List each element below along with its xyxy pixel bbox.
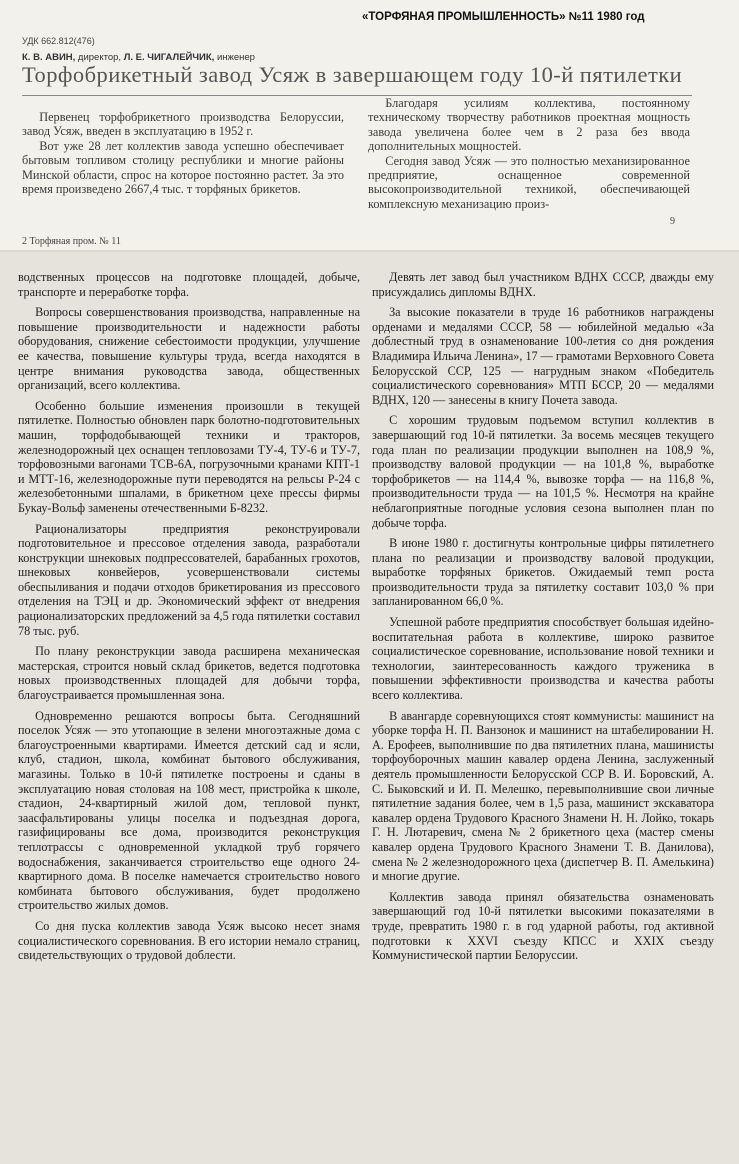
paragraph: Успешной работе предприятия способствует большая идейно-воспитательная работа в коллективе, широко развитое социалистическое соревнование, использование новой техники и технологии, заинтересованность каждого труженика в повышении эффективности производства и качества работы всего коллектива. [372,615,714,703]
bottom-right-column [372,270,714,969]
author-1: К. В. АВИН, [22,52,76,63]
top-left-column [22,110,344,196]
paragraph: По плану реконструкции завода расширена механическая мастерская, строится новый склад брикетов, ведется подготовка новых производственных площадей для добычи торфа, благоустраивается промышленная зона. [18,644,360,703]
header-page-section [0,0,739,250]
paragraph: Со дня пуска коллектив завода Усяж высоко несет знамя социалистического соревнования. В его истории немало страниц, свидетельствующих о трудовой доблести. [18,918,360,963]
paragraph: Особенно большие изменения произошли в текущей пятилетке. Полностью обновлен парк болотно-подготовительных машин, торфодобывающей техники и тракторов, железнодорожный цех оснащен тепловозами ТУ-4, ТУ-6 и ТУ-7, торфовозными вагонами ТСВ-6А, погрузочными кранами КПТ-1 и МТТ-16, железнодорожные пути переводятся на рельсы Р-24 с железобетонными шпалами, в брикетном цехе прессы фирмы Букау-Вольф заменены отечественными Б-8232. [18,398,360,515]
paragraph: водственных процессов на подготовке площадей, добыче, транспорте и переработке торфа. [18,270,360,299]
author-2-role: инженер [214,52,255,63]
source-caption: «ТОРФЯНАЯ ПРОМЫШЛЕННОСТЬ» №11 1980 год [362,11,645,23]
paragraph: В июне 1980 г. достигнуты контрольные цифры пятилетнего плана по реализации и производству валовой продукции, выработке торфяных брикетов. Ожидаемый темп роста производительности труда за пятилетку составит 103,0 % при запланированном 66,0 %. [372,536,714,609]
bottom-left-column [18,270,360,969]
paragraph: Сегодня завод Усяж — это полностью механизированное предприятие, оснащенное современной высокопроизводительной техникой, обеспечивающей комплексную механизацию произ- [368,153,690,211]
paragraph: Девять лет завод был участником ВДНХ СССР, дважды ему присуждались дипломы ВДНХ. [372,270,714,299]
paragraph: Первенец торфобрикетного производства Белоруссии, завод Усяж, введен в эксплуатацию в 1952 г. [22,110,344,139]
page-number: 9 [670,216,675,227]
paragraph: Рационализаторы предприятия реконструировали подготовительное и прессовое отделения завода, разработали конструкции шнековых подпрессователей, барабанных грохотов, шнековых конвейеров, усовершенствовали системы обеспыливания и подачи отходов брикетирования из прессового отделения на ТЭЦ и др. Экономический эффект от внедрения рационализаторских предложений за 4,5 года пятилетки составил 78 тыс. руб. [18,521,360,638]
top-right-column [368,96,690,211]
paragraph: Вот уже 28 лет коллектив завода успешно обеспечивает бытовым топливом столицу республики и многие районы Минской области, спрос на которое постоянно растет. За это время произведено 2667,4 тыс. т торфяных брикетов. [22,138,344,197]
paragraph: Коллектив завода принял обязательства ознаменовать завершающий год 10-й пятилетки высокими показателями в труде, превратить 1980 г. в год ударной работы, год активной подготовки к XXVI съезду КПСС и XXIX съезду Коммунистической партии Белоруссии. [372,889,714,963]
folio-line: 2 Торфяная пром. № 11 [22,236,121,247]
paragraph: Вопросы совершенствования производства, направленные на повышение производительности и надежности работы оборудования, снижение себестоимости продукции, улучшение ее качества, повышение культуры труда, всегда находятся в центре внимания руководства завода, общественных организаций, всего коллектива. [18,305,360,393]
paragraph: Одновременно решаются вопросы быта. Сегодняшний поселок Усяж — это утопающие в зелени многоэтажные дома с благоустроенными квартирами. Имеется детский сад и ясли, клуб, стадион, школа, комбинат бытового обслуживания, магазины. Только в 10-й пятилетке построены и сданы в эксплуатацию новая столовая на 108 мест, пристройка к школе, стадион, 24-квартирный жилой дом, тепловой пункт, заасфальтированы улицы поселка и подъездная дорога, газифицированы все дома, производится реконструкция теплотрассы с одновременной укладкой труб горячего водоснабжения, заканчивается строительство еще одного 24-квартирного дома. В поселке намечается строительство нового комбината бытового обслуживания, будет продолжено строительство жилых домов. [18,708,360,913]
body-page-section [0,252,739,1164]
article-title: Торфобрикетный завод Усяж в завершающем году 10-й пятилетки [22,62,683,87]
udc-code: УДК 662.812(476) [22,36,95,46]
paragraph: Благодаря усилиям коллектива, постоянному техническому творчеству работников проектная мощность завода увеличена более чем в 2 раза без ввода дополнительных мощностей. [368,96,690,154]
author-2: Л. Е. ЧИГАЛЕЙЧИК, [123,52,215,63]
paragraph: В авангарде соревнующихся стоят коммунисты: машинист на уборке торфа Н. П. Ванзонок и машинист на штабелировании Н. А. Ерофеев, выполнившие по два пятилетних плана, машинисты торфоуборочных машин кавалер ордена Ленина, заслуженный деятель промышленности Белорусской ССР В. И. Боровский, А. С. Быковский и И. П. Мелешко, перевыполнившие свои личные пятилетние задания более, чем в 1,5 раза, машинист экскаватора кавалер ордена Трудового Красного Знамени Н. Н. Лойко, токарь Г. Н. Лютаревич, смена № 2 брикетного цеха (мастер смены кавалер ордена Трудового Красного Знамени Т. В. Данилова), смена № 2 железнодорожного цеха (диспетчер В. П. Амелькина) и многие другие. [372,708,714,884]
paragraph: С хорошим трудовым подъемом вступил коллектив в завершающий год 10-й пятилетки. За восемь месяцев текущего года план по реализации продукции выполнен на 108,9 %, производству валовой продукции — на 101,8 %, выработке торфобрикетов — на 114,4 %, вывозке торфа — на 116,8 %, производительности труда — на 101,5 %. Несмотря на крайне неблагоприятные погодные условия сезона выполнен план по добыче торфа. [372,413,714,530]
author-1-role: директор, [75,52,124,63]
paragraph: За высокие показатели в труде 16 работников награждены орденами и медалями СССР, 58 — юбилейной медалью «За доблестный труд в ознаменование 100-летия со дня рождения Владимира Ильича Ленина», 17 — грамотами Верховного Совета Белорусской ССР, 125 — нагрудным знаком «Победитель социалистического соревнования» МТП БССР, 20 — медалями ВДНХ, 120 — занесены в книгу Почета завода. [372,305,714,407]
